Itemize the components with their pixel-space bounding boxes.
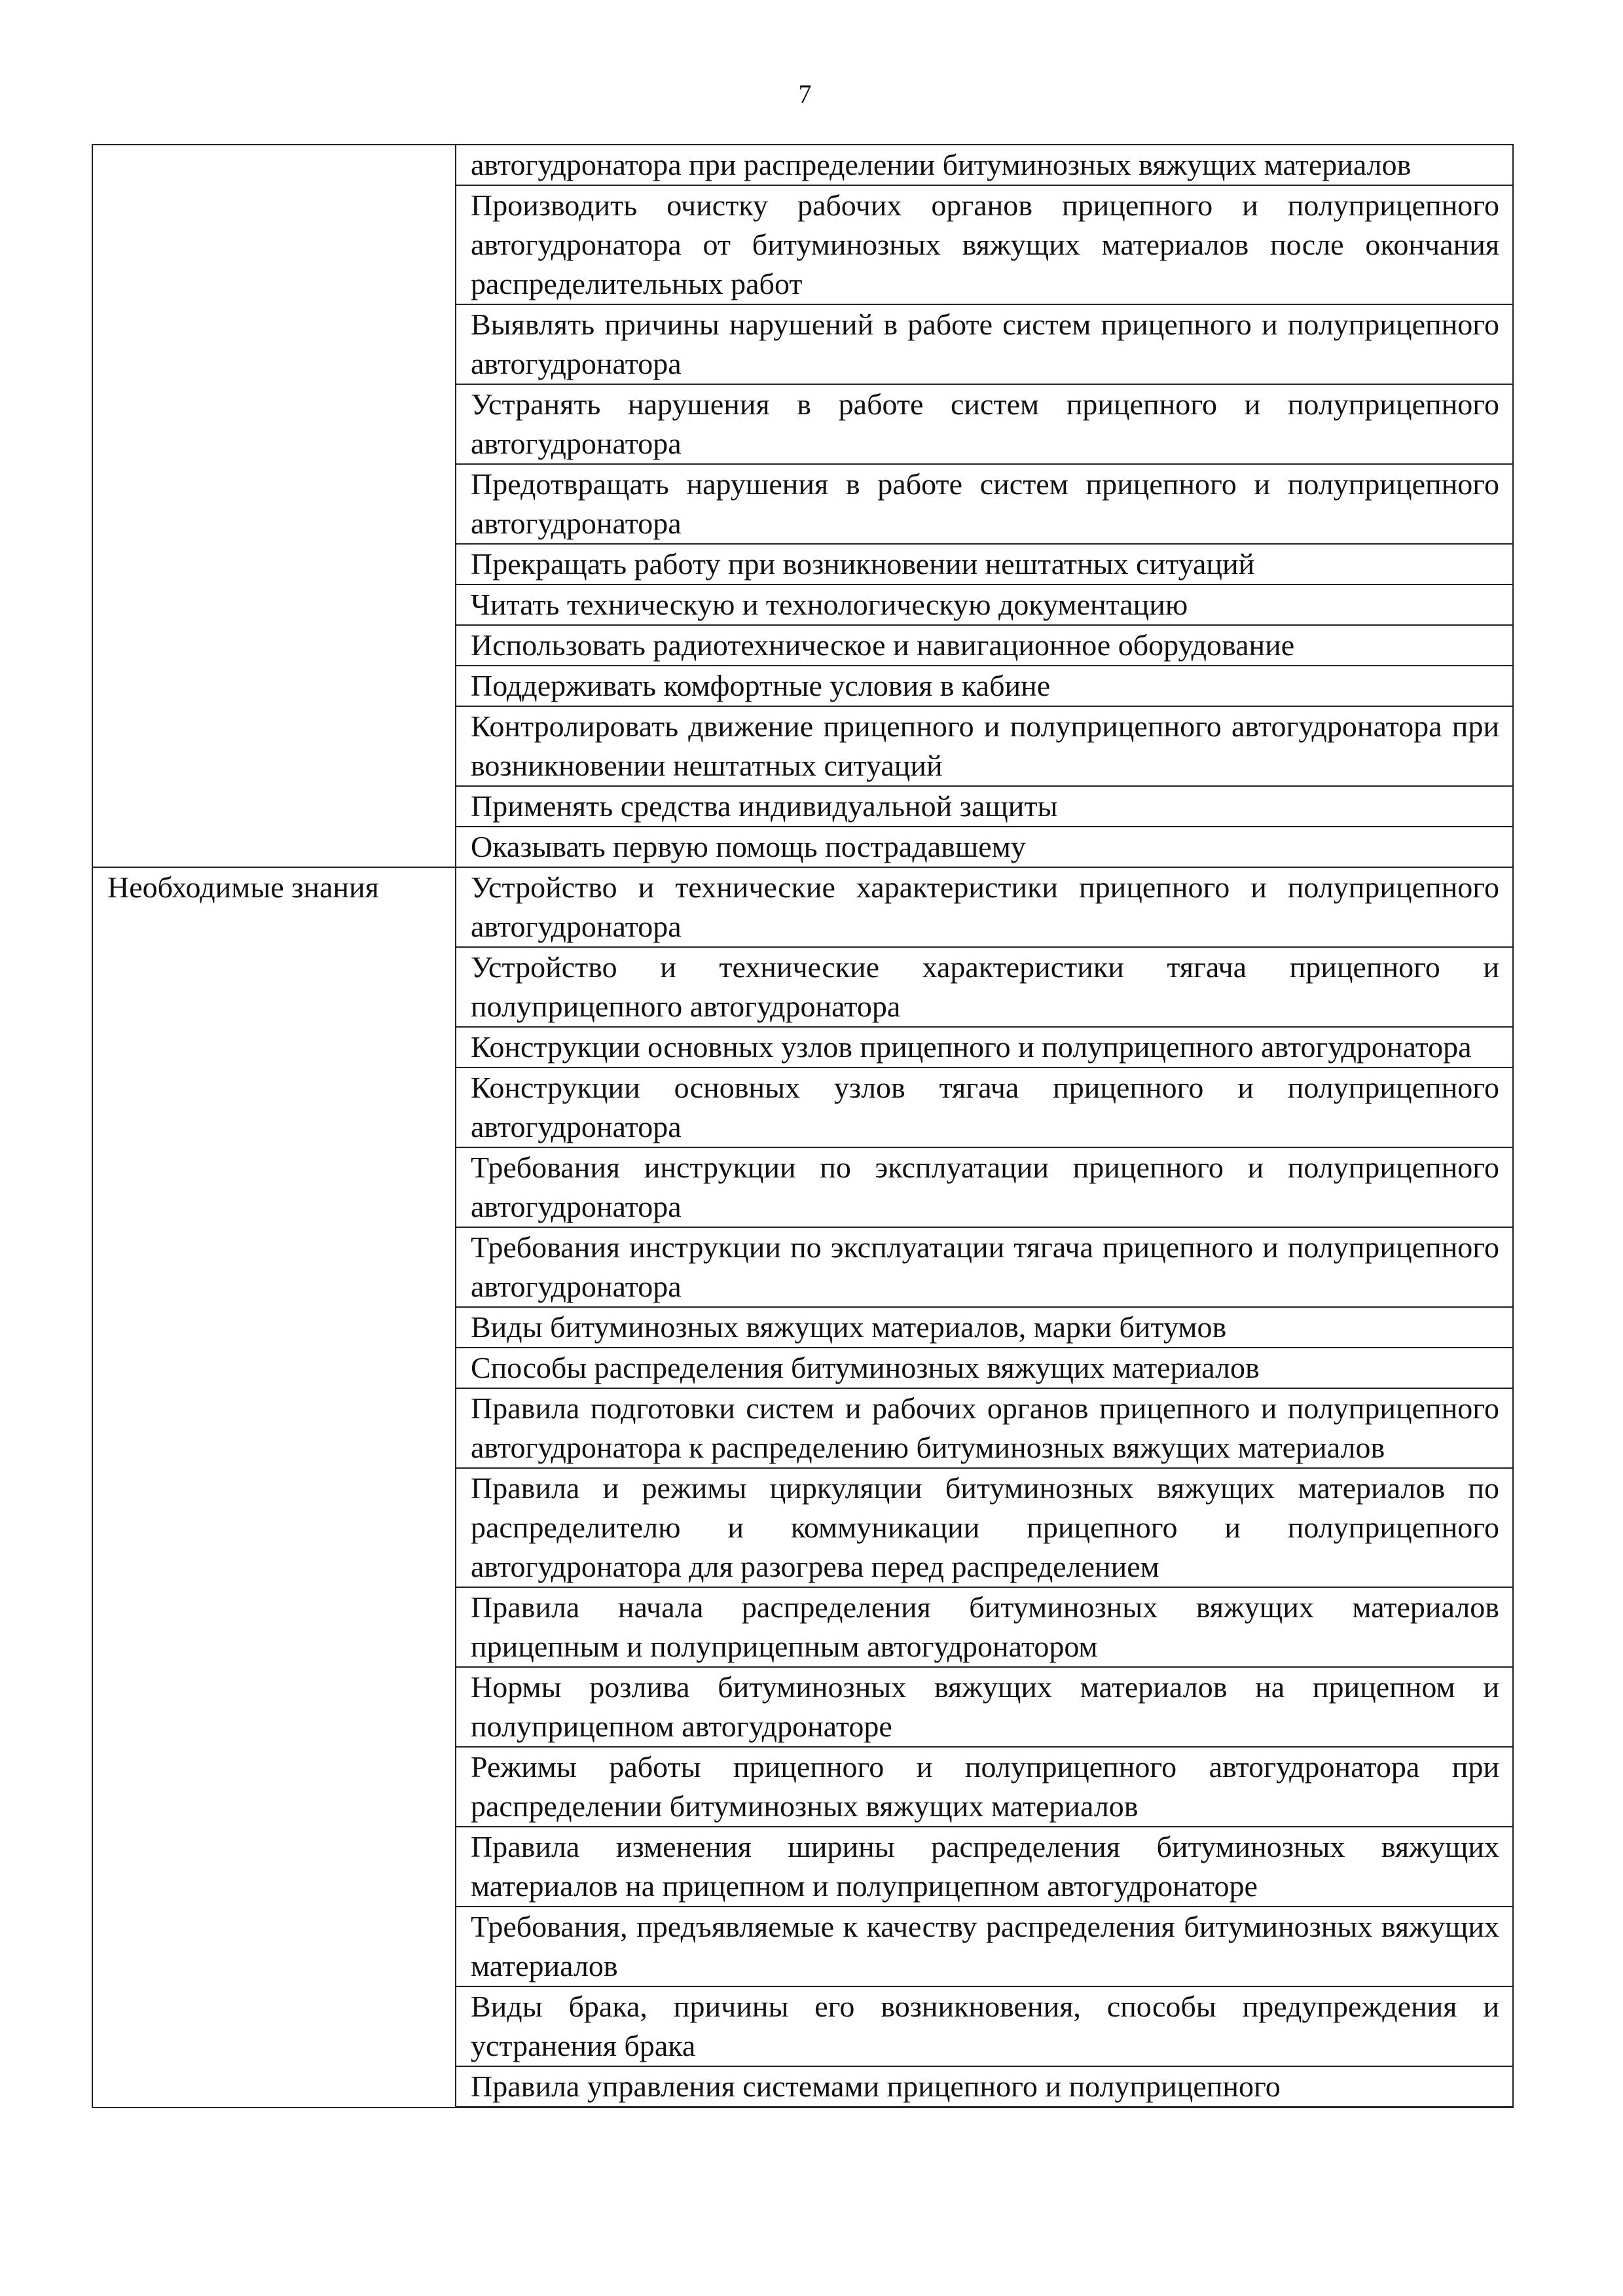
knowledge-item: Правила начала распределения битуминозных вяжущих материалов прицепным и полуприцепным автогудронатором	[456, 1587, 1513, 1667]
knowledge-item: Конструкции основных узлов прицепного и полуприцепного автогудронатора	[456, 1027, 1513, 1067]
skill-item: автогудронатора при распределении битуминозных вяжущих материалов	[456, 145, 1513, 185]
knowledge-item: Виды брака, причины его возникновения, способы предупреждения и устранения брака	[456, 1986, 1513, 2066]
knowledge-item: Правила и режимы циркуляции битуминозных вяжущих материалов по распределителю и коммуникации прицепного и полуприцепного автогудронатора для разогрева перед распределением	[456, 1468, 1513, 1587]
page-number: 7	[798, 79, 812, 109]
knowledge-item: Правила изменения ширины распределения битуминозных вяжущих материалов на прицепном и полуприцепном автогудронаторе	[456, 1827, 1513, 1907]
knowledge-item: Устройство и технические характеристики тягача прицепного и полуприцепного автогудронатора	[456, 947, 1513, 1027]
knowledge-item: Правила управления системами прицепного и полуприцепного	[456, 2066, 1513, 2108]
table-row	[92, 145, 1513, 185]
table-row	[92, 867, 1513, 947]
knowledge-item: Конструкции основных узлов тягача прицепного и полуприцепного автогудронатора	[456, 1067, 1513, 1147]
skill-item: Прекращать работу при возникновении нештатных ситуаций	[456, 544, 1513, 584]
knowledge-item: Требования инструкции по эксплуатации прицепного и полуприцепного автогудронатора	[456, 1147, 1513, 1227]
skill-item: Предотвращать нарушения в работе систем прицепного и полуприцепного автогудронатора	[456, 464, 1513, 544]
skill-item: Выявлять причины нарушений в работе систем прицепного и полуприцепного автогудронатора	[456, 304, 1513, 384]
skill-item: Читать техническую и технологическую документацию	[456, 584, 1513, 625]
skill-item: Контролировать движение прицепного и полуприцепного автогудронатора при возникновении нештатных ситуаций	[456, 706, 1513, 786]
knowledge-item: Требования инструкции по эксплуатации тягача прицепного и полуприцепного автогудронатора	[456, 1227, 1513, 1307]
skill-item: Устранять нарушения в работе систем прицепного и полуприцепного автогудронатора	[456, 384, 1513, 464]
skill-item: Поддерживать комфортные условия в кабине	[456, 666, 1513, 706]
skill-item: Применять средства индивидуальной защиты	[456, 786, 1513, 827]
knowledge-item: Виды битуминозных вяжущих материалов, марки битумов	[456, 1307, 1513, 1348]
knowledge-item: Правила подготовки систем и рабочих органов прицепного и полуприцепного автогудронатора к распределению битуминозных вяжущих материалов	[456, 1388, 1513, 1468]
knowledge-item: Нормы розлива битуминозных вяжущих материалов на прицепном и полуприцепном автогудронаторе	[456, 1667, 1513, 1747]
skills-label-cell	[92, 145, 456, 867]
competency-table	[92, 144, 1514, 2108]
knowledge-item: Режимы работы прицепного и полуприцепного автогудронатора при распределении битуминозных вяжущих материалов	[456, 1747, 1513, 1827]
knowledge-label-cell: Необходимые знания	[92, 867, 456, 2108]
knowledge-item: Устройство и технические характеристики прицепного и полуприцепного автогудронатора	[456, 867, 1513, 947]
knowledge-item: Способы распределения битуминозных вяжущих материалов	[456, 1348, 1513, 1388]
skill-item: Производить очистку рабочих органов прицепного и полуприцепного автогудронатора от битуминозных вяжущих материалов после окончания распределительных работ	[456, 185, 1513, 304]
skill-item: Оказывать первую помощь пострадавшему	[456, 827, 1513, 867]
knowledge-item: Требования, предъявляемые к качеству распределения битуминозных вяжущих материалов	[456, 1907, 1513, 1986]
skill-item: Использовать радиотехническое и навигационное оборудование	[456, 625, 1513, 666]
